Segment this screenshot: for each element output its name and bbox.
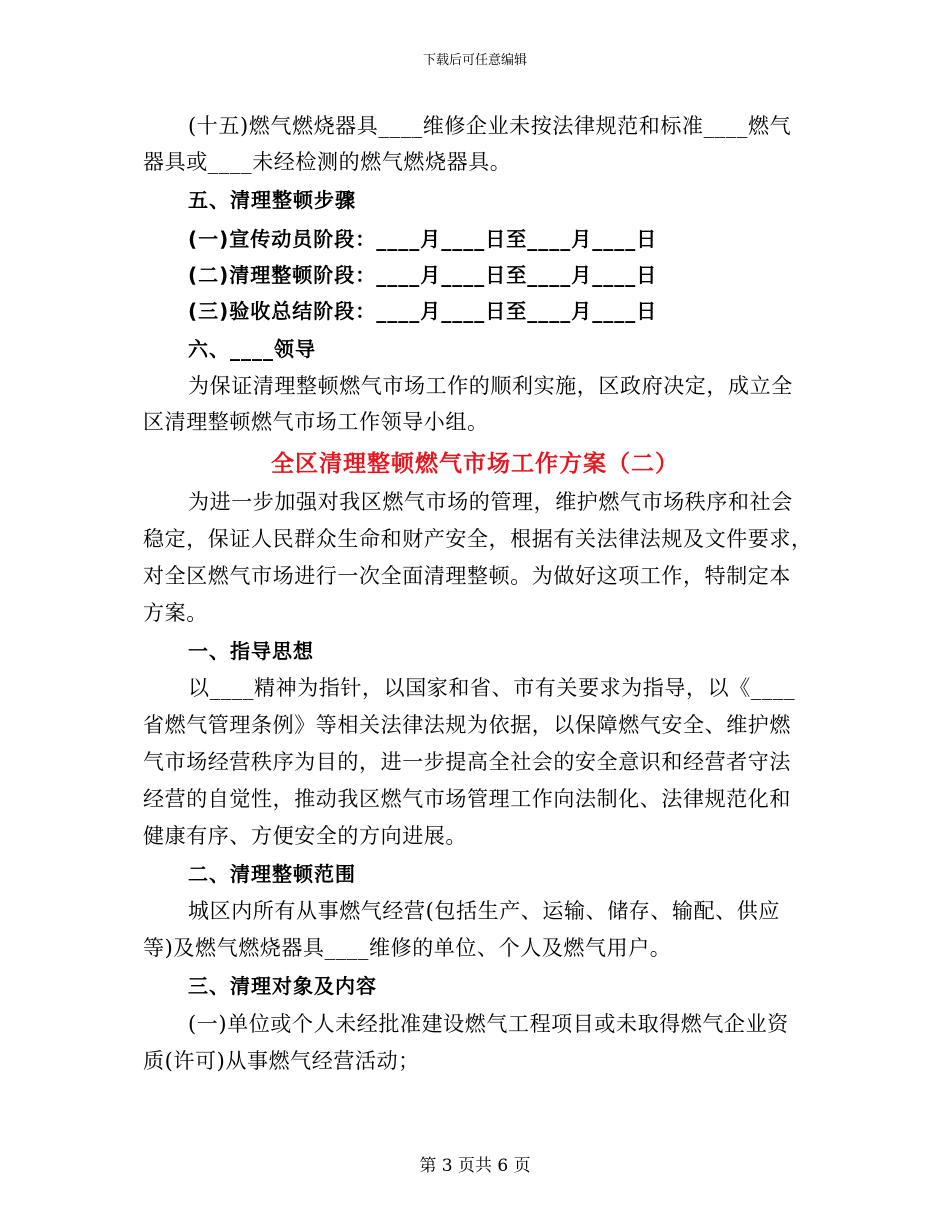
section-heading-6: 六、____领导 [188, 337, 316, 361]
paragraph-line: 器具或____未经检测的燃气燃烧器具。 [143, 150, 512, 174]
section-heading-5: 五、清理整顿步骤 [188, 188, 356, 212]
document-title: 全区清理整顿燃气市场工作方案（二） [271, 451, 679, 477]
step-2-line: (二)清理整顿阶段：____月____日至____月____日 [188, 263, 658, 287]
section-heading-3: 三、清理对象及内容 [188, 974, 377, 998]
paragraph-line: 质(许可)从事燃气经营活动； [143, 1049, 420, 1073]
section-heading-2: 二、清理整顿范围 [188, 862, 356, 886]
paragraph-line: 稳定，保证人民群众生命和财产安全，根据有关法律法规及文件要求， [143, 527, 813, 551]
paragraph-line: 以____精神为指针，以国家和省、市有关要求为指导，以《____ [188, 676, 796, 700]
paragraph-line: (一)单位或个人未经批准建设燃气工程项目或未取得燃气企业资 [188, 1012, 789, 1036]
paragraph-line: 对全区燃气市场进行一次全面清理整顿。为做好这项工作，特制定本 [143, 564, 791, 588]
step-1-line: (一)宣传动员阶段：____月____日至____月____日 [188, 227, 658, 251]
section-heading-1: 一、指导思想 [188, 639, 314, 663]
paragraph-line: 省燃气管理条例》等相关法律法规为依据，以保障燃气安全、维护燃 [143, 713, 791, 737]
paragraph-line: 经营的自觉性，推动我区燃气市场管理工作向法制化、法律规范化和 [143, 787, 791, 811]
paragraph-line: 为进一步加强对我区燃气市场的管理，维护燃气市场秩序和社会 [188, 490, 793, 514]
paragraph-line: 等)及燃气燃烧器具____维修的单位、个人及燃气用户。 [143, 936, 672, 960]
paragraph-line: 健康有序、方便安全的方向进展。 [143, 824, 467, 848]
paragraph-line: (十五)燃气燃烧器具____维修企业未按法律规范和标准____燃气 [188, 114, 792, 138]
paragraph-line: 区清理整顿燃气市场工作领导小组。 [143, 410, 489, 434]
paragraph-line: 为保证清理整顿燃气市场工作的顺利实施，区政府决定，成立全 [188, 374, 793, 398]
paragraph-line: 城区内所有从事燃气经营(包括生产、运输、储存、输配、供应 [188, 899, 780, 923]
paragraph-line: 气市场经营秩序为目的，进一步提高全社会的安全意识和经营者守法 [143, 750, 791, 774]
paragraph-line: 方案。 [143, 601, 208, 625]
page-header-note: 下载后可任意编辑 [422, 53, 527, 68]
page-number: 第 3 页共 6 页 [419, 1156, 531, 1176]
step-3-line: (三)验收总结阶段：____月____日至____月____日 [188, 299, 658, 323]
